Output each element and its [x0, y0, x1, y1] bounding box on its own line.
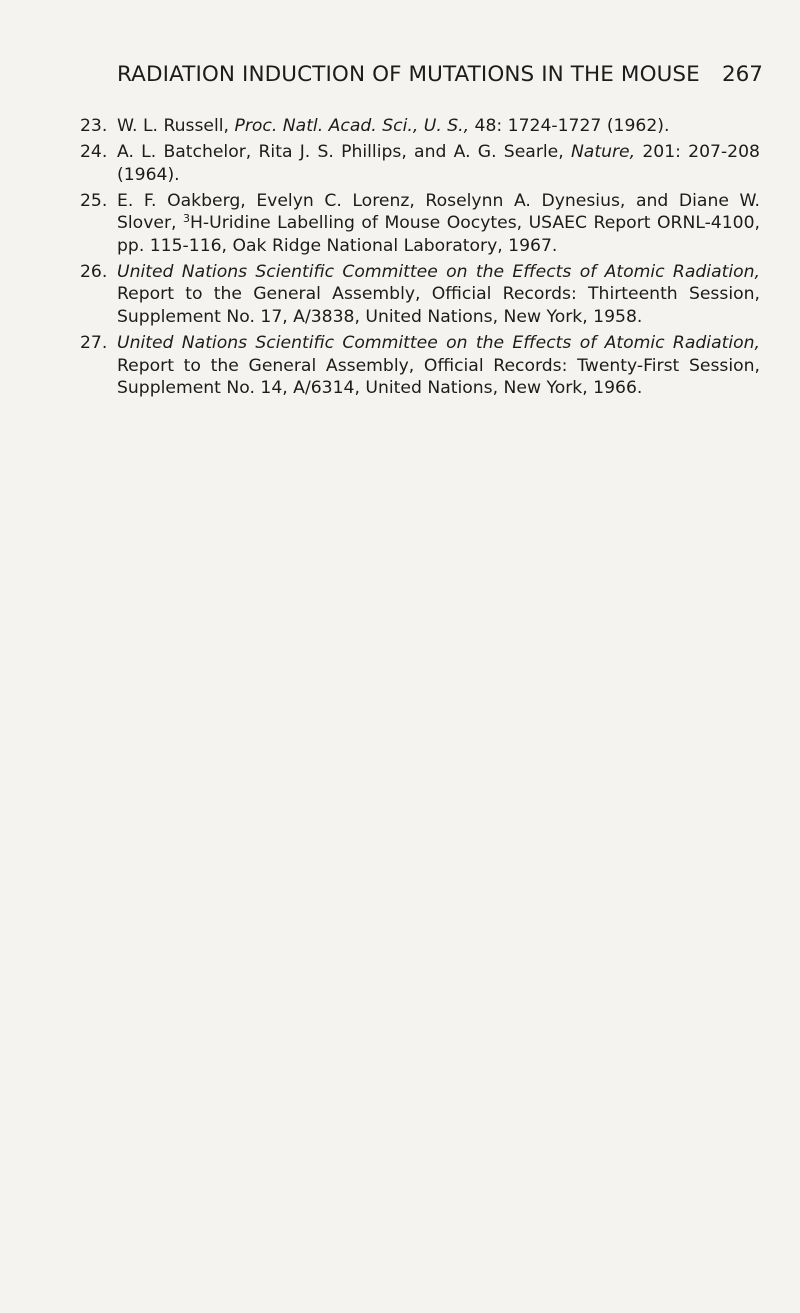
superscript: 3 — [182, 212, 190, 226]
reference-source: United Nations Scientific Committee on the Effects of Atomic Radiation, — [117, 332, 760, 353]
reference-item — [80, 190, 760, 258]
reference-authors: E. F. Oakberg, Evelyn C. Lorenz, Roselynn A. Dynesius, and Diane W. Slover, — [117, 190, 760, 234]
reference-journal: Proc. Natl. Acad. Sci., U. S., — [234, 116, 470, 136]
page-header — [117, 62, 763, 88]
reference-number: 24. — [80, 141, 108, 162]
reference-details: 201: 207-208 (1964). — [117, 141, 760, 185]
reference-item — [80, 261, 760, 329]
reference-source: United Nations Scientific Committee on the Effects of Atomic Radiation, — [117, 261, 760, 282]
reference-details: H-Uridine Labelling of Mouse Oocytes, USAEC Report ORNL-4100, pp. 115-116, Oak Ridge National Laboratory, 1967. — [117, 213, 760, 256]
reference-details: Report to the General Assembly, Official Records: Thirteenth Session, Supplement No. 17, A/3838, United Nations, New York, 1958. — [117, 284, 760, 327]
reference-authors: W. L. Russell, — [117, 116, 235, 136]
reference-details: 48: 1724-1727 (1962). — [469, 116, 670, 136]
reference-number: 27. — [80, 332, 108, 353]
page-number: 267 — [721, 62, 763, 87]
reference-item — [80, 332, 760, 400]
reference-number: 26. — [80, 261, 108, 282]
reference-number: 25. — [80, 190, 108, 211]
reference-list — [80, 115, 760, 403]
reference-number: 23. — [80, 116, 108, 136]
reference-item — [80, 141, 760, 186]
reference-authors: A. L. Batchelor, Rita J. S. Phillips, and A. G. Searle, — [117, 141, 571, 162]
reference-item — [80, 115, 760, 138]
reference-details: Report to the General Assembly, Official Records: Twenty-First Session, Supplement No. 14, A/6314, United Nations, New York, 1966. — [117, 355, 760, 399]
running-head: RADIATION INDUCTION OF MUTATIONS IN THE MOUSE — [117, 62, 700, 87]
reference-journal: Nature, — [570, 141, 636, 162]
